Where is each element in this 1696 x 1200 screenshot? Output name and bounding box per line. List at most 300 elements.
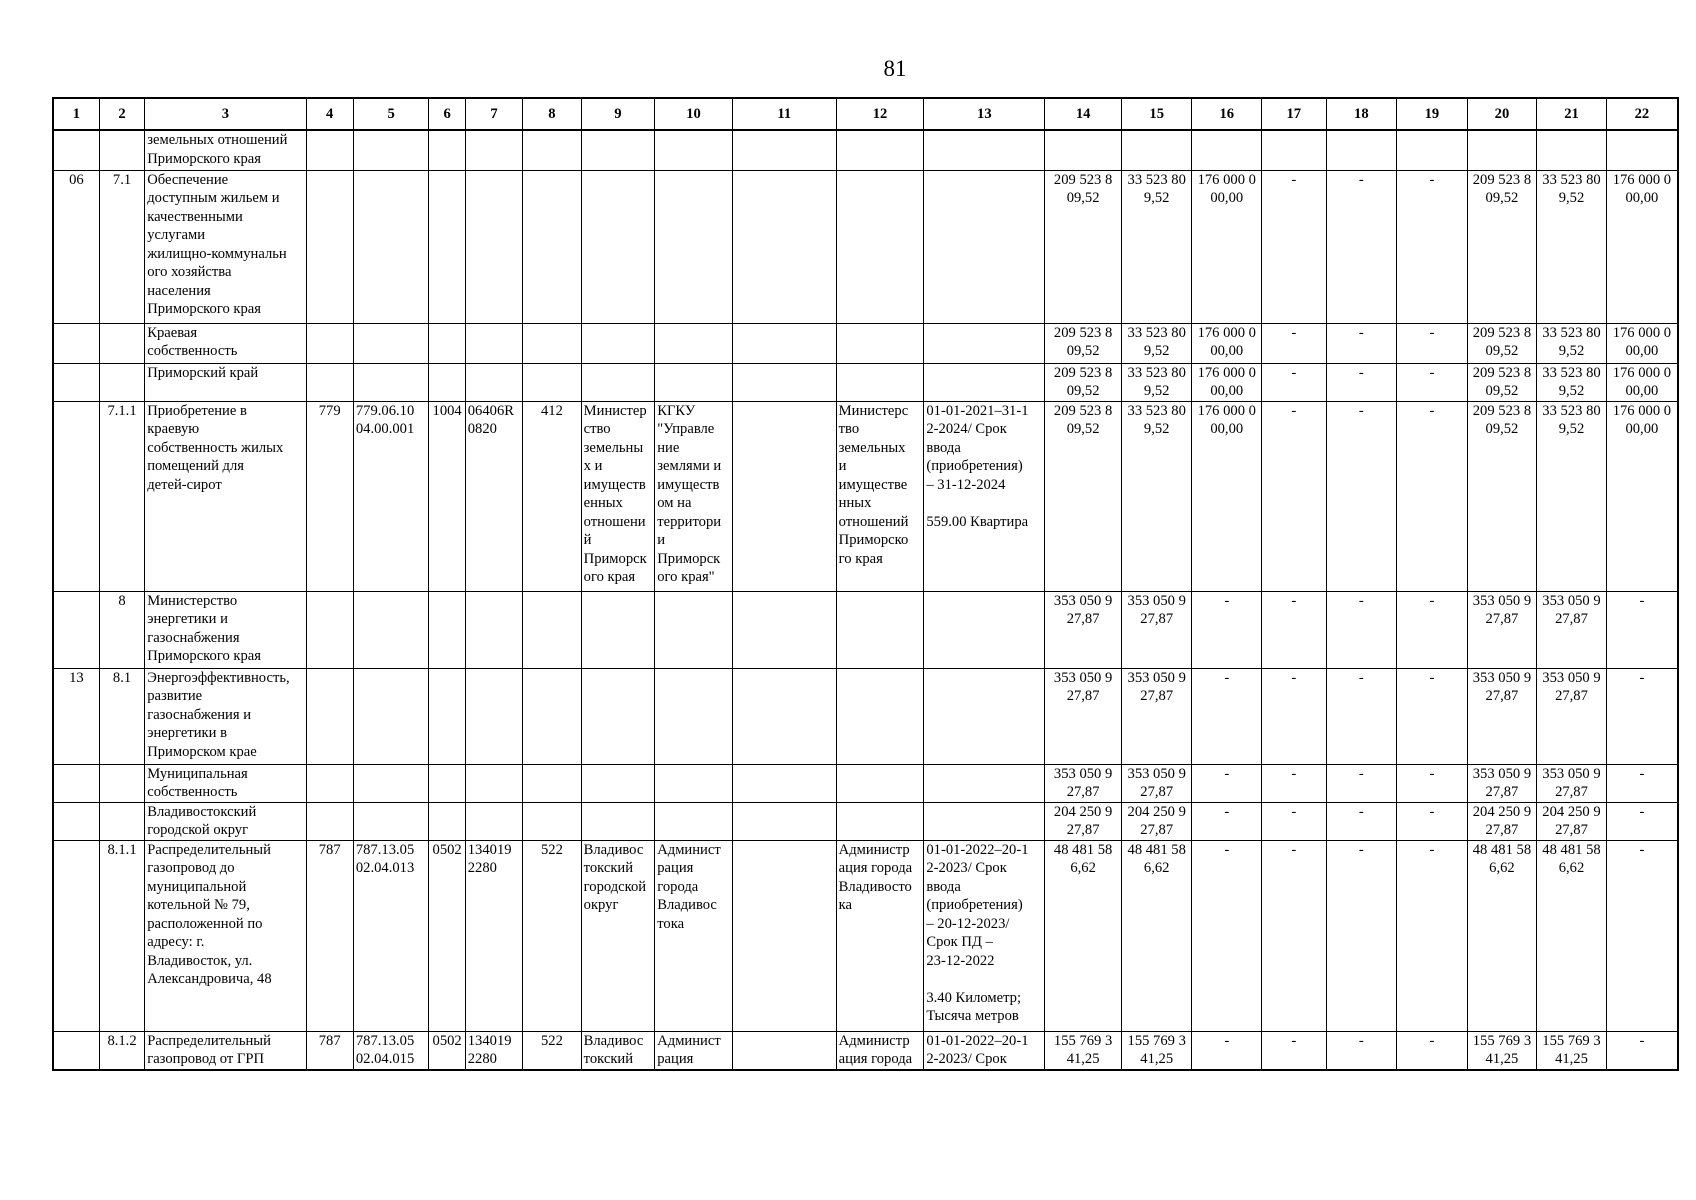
table-cell-col-15	[1121, 840, 1192, 1031]
table-cell-col-5	[353, 764, 429, 802]
cell-text: 353 050 9 27,87	[1127, 592, 1186, 627]
table-cell-col-18	[1326, 1031, 1397, 1070]
table-cell-col-3	[145, 591, 306, 668]
table-cell-col-22	[1606, 401, 1678, 591]
column-header-10: 10	[655, 98, 733, 130]
cell-text: -	[1639, 803, 1645, 820]
table-cell-col-3	[145, 130, 306, 170]
table-cell-col-18	[1326, 802, 1397, 840]
table-cell-col-16	[1192, 401, 1262, 591]
table-cell-col-12	[836, 170, 924, 323]
cell-text: 353 050 9 27,87	[1053, 669, 1113, 704]
cell-text: -	[1358, 803, 1364, 820]
table-cell-col-8	[523, 668, 581, 764]
table-cell-col-20	[1467, 323, 1537, 363]
cell-text: Владивос токский	[583, 1032, 644, 1067]
table-cell-col-3	[145, 840, 306, 1031]
cell-text: -	[1291, 841, 1297, 858]
cell-text: 06	[69, 171, 84, 188]
table-cell-col-10	[655, 130, 733, 170]
column-header-8: 8	[523, 98, 581, 130]
cell-text: -	[1291, 1032, 1297, 1049]
table-cell-col-18	[1326, 764, 1397, 802]
table-cell-col-8	[523, 591, 581, 668]
table-row	[53, 170, 1678, 323]
cell-text: -	[1358, 669, 1364, 686]
table-cell-col-7	[465, 170, 522, 323]
cell-text: 204 250 9 27,87	[1472, 803, 1532, 838]
table-cell-col-14	[1045, 170, 1122, 323]
cell-text: 353 050 9 27,87	[1472, 669, 1532, 704]
cell-text: 209 523 8 09,52	[1472, 364, 1532, 399]
table-cell-col-13	[924, 668, 1045, 764]
table-cell-col-17	[1262, 802, 1327, 840]
table-cell-col-7	[465, 802, 522, 840]
table-cell-col-13	[924, 130, 1045, 170]
table-cell-col-13	[924, 840, 1045, 1031]
cell-text: -	[1429, 1032, 1435, 1049]
table-cell-col-1	[53, 363, 99, 401]
table-cell-col-2	[99, 668, 144, 764]
table-cell-col-12	[836, 363, 924, 401]
table-cell-col-12	[836, 591, 924, 668]
cell-text: 33 523 80 9,52	[1127, 364, 1186, 399]
cell-text: 155 769 3 41,25	[1542, 1032, 1601, 1067]
table-cell-col-6	[429, 363, 465, 401]
table-cell-col-2	[99, 323, 144, 363]
table-cell-col-13	[924, 401, 1045, 591]
table-row	[53, 802, 1678, 840]
table-cell-col-10	[655, 591, 733, 668]
cell-text: Министер ство земельны х и имуществ енных отношени й Приморск ого края	[583, 402, 647, 585]
table-cell-col-14	[1045, 591, 1122, 668]
table-cell-col-5	[353, 840, 429, 1031]
cell-text: 209 523 8 09,52	[1053, 171, 1113, 206]
table-cell-col-5	[353, 1031, 429, 1070]
cell-text: -	[1429, 765, 1435, 782]
cell-text: 353 050 9 27,87	[1127, 669, 1186, 704]
column-header-11: 11	[732, 98, 836, 130]
table-cell-col-17	[1262, 1031, 1327, 1070]
table-cell-col-21	[1537, 363, 1607, 401]
table-cell-col-9	[581, 764, 655, 802]
table-cell-col-15	[1121, 1031, 1192, 1070]
table-cell-col-15	[1121, 323, 1192, 363]
cell-text: -	[1358, 1032, 1364, 1049]
cell-text: 8.1	[112, 669, 132, 686]
table-cell-col-17	[1262, 130, 1327, 170]
table-cell-col-12	[836, 1031, 924, 1070]
table-cell-col-9	[581, 401, 655, 591]
cell-text: 176 000 0 00,00	[1197, 402, 1256, 437]
table-cell-col-6	[429, 668, 465, 764]
column-header-3: 3	[145, 98, 306, 130]
cell-text: 209 523 8 09,52	[1053, 402, 1113, 437]
table-cell-col-5	[353, 591, 429, 668]
table-cell-col-9	[581, 130, 655, 170]
table-cell-col-6	[429, 1031, 465, 1070]
page-number: 81	[883, 56, 907, 81]
table-cell-col-10	[655, 170, 733, 323]
table-cell-col-7	[465, 1031, 522, 1070]
cell-text: 353 050 9 27,87	[1053, 592, 1113, 627]
program-table	[52, 97, 1679, 1071]
column-header-19: 19	[1397, 98, 1468, 130]
cell-text: 33 523 80 9,52	[1542, 364, 1601, 399]
cell-text: 06406R 0820	[467, 402, 514, 437]
cell-text: 353 050 9 27,87	[1542, 592, 1601, 627]
cell-text: 353 050 9 27,87	[1472, 765, 1532, 800]
table-cell-col-13	[924, 363, 1045, 401]
table-cell-col-11	[732, 668, 836, 764]
cell-text: 155 769 3 41,25	[1472, 1032, 1532, 1067]
table-cell-col-5	[353, 130, 429, 170]
cell-text: 787.13.05 02.04.015	[355, 1032, 415, 1067]
table-cell-col-13	[924, 802, 1045, 840]
table-cell-col-9	[581, 323, 655, 363]
cell-text: 48 481 58 6,62	[1542, 841, 1601, 876]
table-cell-col-15	[1121, 668, 1192, 764]
table-cell-col-10	[655, 668, 733, 764]
table-cell-col-19	[1397, 840, 1468, 1031]
table-cell-col-8	[523, 363, 581, 401]
cell-text: -	[1291, 364, 1297, 381]
table-cell-col-2	[99, 401, 144, 591]
table-cell-col-14	[1045, 764, 1122, 802]
table-cell-col-22	[1606, 668, 1678, 764]
table-cell-col-8	[523, 323, 581, 363]
table-cell-col-22	[1606, 323, 1678, 363]
table-cell-col-22	[1606, 130, 1678, 170]
table-cell-col-4	[306, 170, 353, 323]
table-cell-col-11	[732, 130, 836, 170]
table-cell-col-8	[523, 802, 581, 840]
cell-text: 353 050 9 27,87	[1542, 669, 1601, 704]
table-cell-col-22	[1606, 591, 1678, 668]
table-cell-col-3	[145, 668, 306, 764]
table-cell-col-19	[1397, 802, 1468, 840]
table-cell-col-5	[353, 802, 429, 840]
table-cell-col-2	[99, 802, 144, 840]
table-cell-col-15	[1121, 170, 1192, 323]
table-cell-col-7	[465, 130, 522, 170]
cell-text: 176 000 0 00,00	[1612, 364, 1672, 399]
table-cell-col-4	[306, 363, 353, 401]
cell-text: -	[1358, 171, 1364, 188]
column-header-18: 18	[1326, 98, 1397, 130]
cell-text: 787	[318, 841, 341, 858]
table-cell-col-20	[1467, 802, 1537, 840]
column-header-22: 22	[1606, 98, 1678, 130]
table-header-row	[53, 98, 1678, 130]
cell-text: -	[1224, 841, 1230, 858]
table-cell-col-16	[1192, 764, 1262, 802]
table-cell-col-20	[1467, 840, 1537, 1031]
table-cell-col-6	[429, 323, 465, 363]
table-cell-col-16	[1192, 170, 1262, 323]
cell-text: -	[1429, 669, 1435, 686]
table-cell-col-11	[732, 363, 836, 401]
cell-text: 33 523 80 9,52	[1127, 324, 1186, 359]
cell-text: 1004	[432, 402, 462, 419]
table-cell-col-10	[655, 323, 733, 363]
table-cell-col-21	[1537, 840, 1607, 1031]
table-cell-col-13	[924, 170, 1045, 323]
cell-text: Админист рация	[657, 1032, 721, 1067]
cell-text: -	[1639, 592, 1645, 609]
column-header-1: 1	[53, 98, 99, 130]
table-cell-col-2	[99, 840, 144, 1031]
table-cell-col-10	[655, 1031, 733, 1070]
table-cell-col-1	[53, 764, 99, 802]
table-cell-col-22	[1606, 170, 1678, 323]
cell-text: Приморский край	[147, 364, 259, 381]
table-cell-col-4	[306, 802, 353, 840]
table-cell-col-8	[523, 840, 581, 1031]
table-cell-col-17	[1262, 363, 1327, 401]
cell-text: 155 769 3 41,25	[1053, 1032, 1113, 1067]
table-cell-col-4	[306, 668, 353, 764]
cell-text: 787.13.05 02.04.013	[355, 841, 415, 876]
cell-text: Админист рация города Владивос тока	[657, 841, 721, 932]
cell-text: 176 000 0 00,00	[1612, 324, 1672, 359]
cell-text: 412	[540, 402, 563, 419]
table-row	[53, 591, 1678, 668]
table-cell-col-8	[523, 1031, 581, 1070]
table-cell-col-4	[306, 401, 353, 591]
cell-text: -	[1291, 803, 1297, 820]
column-header-21: 21	[1537, 98, 1607, 130]
table-cell-col-10	[655, 764, 733, 802]
table-cell-col-7	[465, 401, 522, 591]
table-cell-col-17	[1262, 323, 1327, 363]
table-cell-col-2	[99, 170, 144, 323]
cell-text: 522	[540, 1032, 563, 1049]
table-cell-col-15	[1121, 591, 1192, 668]
cell-text: 209 523 8 09,52	[1472, 402, 1532, 437]
cell-text: -	[1429, 171, 1435, 188]
table-cell-col-18	[1326, 170, 1397, 323]
cell-text: Владивос токский городской округ	[583, 841, 647, 913]
table-cell-col-14	[1045, 1031, 1122, 1070]
cell-text: 353 050 9 27,87	[1127, 765, 1186, 800]
table-cell-col-11	[732, 591, 836, 668]
column-header-13: 13	[924, 98, 1045, 130]
table-cell-col-13	[924, 764, 1045, 802]
cell-text: 176 000 0 00,00	[1612, 171, 1672, 206]
cell-text: 787	[318, 1032, 341, 1049]
table-cell-col-12	[836, 764, 924, 802]
table-cell-col-16	[1192, 591, 1262, 668]
cell-text: 0502	[432, 1032, 462, 1049]
column-header-16: 16	[1192, 98, 1262, 130]
cell-text: -	[1429, 364, 1435, 381]
table-row	[53, 130, 1678, 170]
cell-text: Приобретение в краевую собственность жилых помещений для детей-сирот	[147, 402, 284, 493]
table-cell-col-17	[1262, 591, 1327, 668]
table-cell-col-1	[53, 840, 99, 1031]
table-cell-col-12	[836, 668, 924, 764]
column-header-14: 14	[1045, 98, 1122, 130]
cell-text: 176 000 0 00,00	[1197, 364, 1256, 399]
cell-text: Краевая собственность	[147, 324, 238, 359]
cell-text: 01-01-2022–20-1 2-2023/ Срок	[926, 1032, 1029, 1067]
table-cell-col-1	[53, 323, 99, 363]
cell-text: 48 481 58 6,62	[1127, 841, 1186, 876]
cell-text: -	[1358, 364, 1364, 381]
table-cell-col-2	[99, 1031, 144, 1070]
table-cell-col-9	[581, 591, 655, 668]
table-cell-col-14	[1045, 363, 1122, 401]
cell-text: 176 000 0 00,00	[1612, 402, 1672, 437]
table-cell-col-14	[1045, 668, 1122, 764]
table-cell-col-5	[353, 401, 429, 591]
table-cell-col-21	[1537, 323, 1607, 363]
cell-text: Министерство энергетики и газоснабжения Приморского края	[147, 592, 261, 664]
cell-text: Администр ация города	[838, 1032, 913, 1067]
table-cell-col-14	[1045, 840, 1122, 1031]
table-cell-col-17	[1262, 170, 1327, 323]
table-cell-col-15	[1121, 363, 1192, 401]
table-row	[53, 764, 1678, 802]
cell-text: 8.1.1	[107, 841, 137, 858]
cell-text: -	[1429, 402, 1435, 419]
table-cell-col-7	[465, 323, 522, 363]
table-cell-col-9	[581, 840, 655, 1031]
table-cell-col-11	[732, 1031, 836, 1070]
table-cell-col-9	[581, 363, 655, 401]
table-cell-col-16	[1192, 840, 1262, 1031]
cell-text: Муниципальная собственность	[147, 765, 248, 800]
table-cell-col-6	[429, 591, 465, 668]
cell-text: 33 523 80 9,52	[1542, 324, 1601, 359]
cell-text: -	[1639, 1032, 1645, 1049]
column-header-7: 7	[465, 98, 522, 130]
table-cell-col-5	[353, 363, 429, 401]
cell-text: земельных отношений Приморского края	[147, 132, 288, 167]
table-cell-col-16	[1192, 363, 1262, 401]
table-cell-col-21	[1537, 401, 1607, 591]
table-cell-col-9	[581, 802, 655, 840]
cell-text: 01-01-2022–20-1 2-2023/ Срок ввода (приобретения) – 20-12-2023/ Срок ПД – 23-12-2022 3.40 Километр; Тысяча метров	[926, 841, 1029, 1024]
table-cell-col-21	[1537, 130, 1607, 170]
table-cell-col-8	[523, 170, 581, 323]
cell-text: 204 250 9 27,87	[1127, 803, 1186, 838]
cell-text: Распределительный газопровод до муниципальной котельной № 79, расположенной по адресу: г. Владивосток, ул. Александровича, 48	[147, 841, 272, 987]
table-cell-col-19	[1397, 130, 1468, 170]
table-cell-col-19	[1397, 668, 1468, 764]
table-cell-col-7	[465, 591, 522, 668]
table-cell-col-9	[581, 170, 655, 323]
table-cell-col-6	[429, 130, 465, 170]
cell-text: 204 250 9 27,87	[1053, 803, 1113, 838]
cell-text: -	[1358, 402, 1364, 419]
column-header-12: 12	[836, 98, 924, 130]
table-cell-col-17	[1262, 764, 1327, 802]
table-cell-col-16	[1192, 802, 1262, 840]
cell-text: -	[1358, 324, 1364, 341]
cell-text: 8	[118, 592, 126, 609]
table-cell-col-15	[1121, 401, 1192, 591]
table-cell-col-10	[655, 363, 733, 401]
table-cell-col-10	[655, 802, 733, 840]
cell-text: -	[1224, 803, 1230, 820]
table-cell-col-4	[306, 130, 353, 170]
table-cell-col-4	[306, 323, 353, 363]
table-cell-col-19	[1397, 170, 1468, 323]
table-cell-col-3	[145, 1031, 306, 1070]
table-cell-col-13	[924, 591, 1045, 668]
table-cell-col-4	[306, 764, 353, 802]
column-header-20: 20	[1467, 98, 1537, 130]
table-cell-col-3	[145, 802, 306, 840]
cell-text: 155 769 3 41,25	[1127, 1032, 1186, 1067]
cell-text: 209 523 8 09,52	[1472, 324, 1532, 359]
cell-text: -	[1291, 669, 1297, 686]
column-header-4: 4	[306, 98, 353, 130]
cell-text: -	[1291, 402, 1297, 419]
table-cell-col-8	[523, 130, 581, 170]
cell-text: -	[1429, 841, 1435, 858]
table-cell-col-4	[306, 1031, 353, 1070]
cell-text: 7.1	[112, 171, 132, 188]
cell-text: -	[1291, 592, 1297, 609]
table-cell-col-16	[1192, 668, 1262, 764]
column-header-15: 15	[1121, 98, 1192, 130]
table-cell-col-11	[732, 764, 836, 802]
table-cell-col-17	[1262, 401, 1327, 591]
table-cell-col-19	[1397, 323, 1468, 363]
column-header-9: 9	[581, 98, 655, 130]
table-cell-col-19	[1397, 591, 1468, 668]
table-row	[53, 1031, 1678, 1070]
table-row	[53, 363, 1678, 401]
table-cell-col-3	[145, 170, 306, 323]
table-cell-col-18	[1326, 840, 1397, 1031]
cell-text: -	[1224, 592, 1230, 609]
table-cell-col-21	[1537, 668, 1607, 764]
table-cell-col-3	[145, 401, 306, 591]
table-cell-col-18	[1326, 668, 1397, 764]
table-cell-col-19	[1397, 764, 1468, 802]
table-cell-col-5	[353, 170, 429, 323]
table-cell-col-12	[836, 323, 924, 363]
table-cell-col-6	[429, 802, 465, 840]
cell-text: 134019 2280	[467, 1032, 512, 1067]
table-cell-col-22	[1606, 802, 1678, 840]
cell-text: Владивостокский городской округ	[147, 803, 257, 838]
cell-text: 33 523 80 9,52	[1127, 171, 1186, 206]
cell-text: Энергоэффективность, развитие газоснабжения и энергетики в Приморском крае	[147, 669, 290, 760]
table-cell-col-16	[1192, 1031, 1262, 1070]
table-cell-col-9	[581, 668, 655, 764]
cell-text: Министерс тво земельных и имуществе нных отношений Приморско го края	[838, 402, 909, 567]
table-cell-col-10	[655, 401, 733, 591]
table-cell-col-15	[1121, 130, 1192, 170]
cell-text: 33 523 80 9,52	[1127, 402, 1186, 437]
table-cell-col-11	[732, 401, 836, 591]
table-cell-col-22	[1606, 363, 1678, 401]
cell-text: -	[1291, 765, 1297, 782]
cell-text: 48 481 58 6,62	[1053, 841, 1113, 876]
table-row	[53, 323, 1678, 363]
table-cell-col-12	[836, 130, 924, 170]
table-cell-col-1	[53, 401, 99, 591]
cell-text: 779	[318, 402, 341, 419]
cell-text: -	[1429, 803, 1435, 820]
table-cell-col-3	[145, 323, 306, 363]
table-cell-col-8	[523, 764, 581, 802]
